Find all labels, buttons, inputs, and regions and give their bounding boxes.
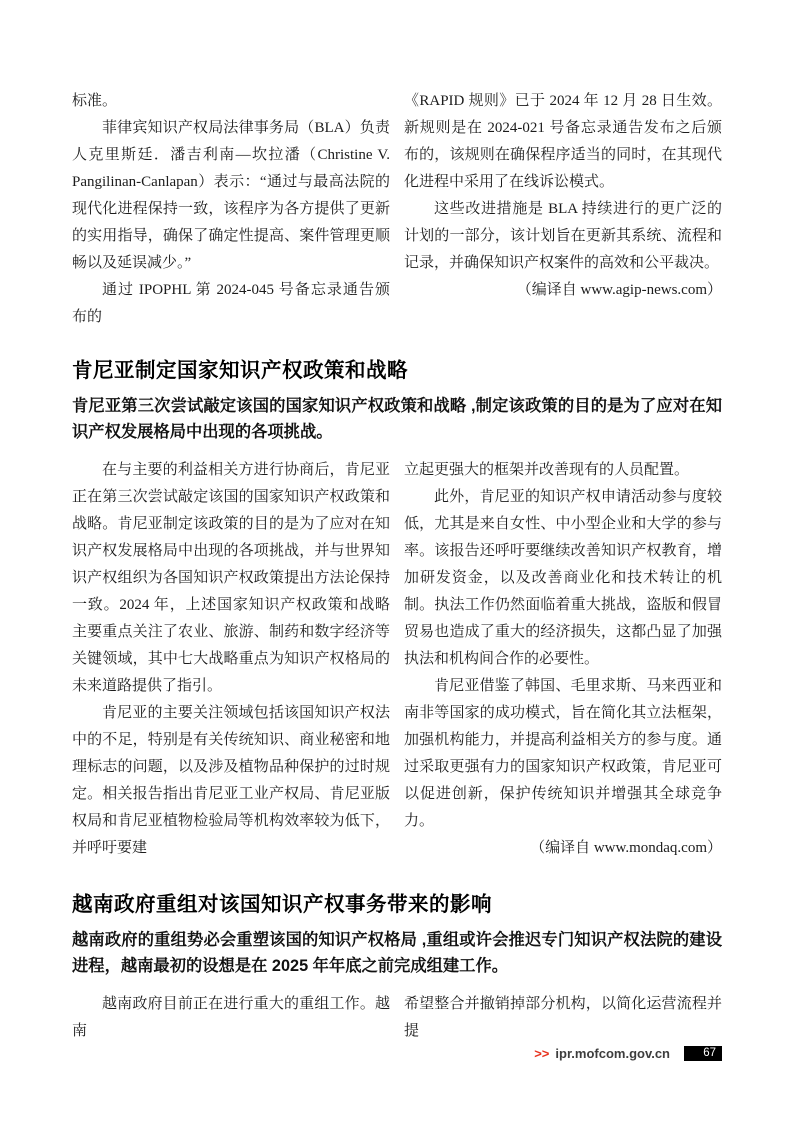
- source-attribution: （编译自 www.mondaq.com）: [530, 840, 722, 856]
- paragraph: 《RAPID 规则》已于 2024 年 12 月 28 日生效。新规则是在 2024-021 号备忘录通告发布之后颁布的，该规则在确保程序适当的同时，在其现代化进程中采用了在线诉讼模式。: [404, 93, 722, 190]
- top-article-left-column: [72, 88, 390, 331]
- footer-website-url: ipr.mofcom.gov.cn: [555, 1045, 670, 1061]
- top-article-columns: [72, 88, 722, 331]
- kenya-right-column: [404, 457, 722, 862]
- paragraph: 肯尼亚的主要关注领域包括该国知识产权法中的不足，特别是有关传统知识、商业秘密和地理标志的问题，以及涉及植物品种保护的过时规定。相关报告指出肯尼亚工业产权局、肯尼亚版权局和肯尼亚植物检验局等机构效率较为低下，并呼吁要建: [72, 705, 390, 856]
- paragraph: 越南政府目前正在进行重大的重组工作。越南: [72, 996, 390, 1039]
- paragraph: 在与主要的利益相关方进行协商后，肯尼亚正在第三次尝试敲定该国的国家知识产权政策和战略。肯尼亚制定该政策的目的是为了应对在知识产权发展格局中出现的各项挑战，并与世界知识产权组织为各国知识产权政策提出方法论保持一致。2024 年，上述国家知识产权政策和战略主要重点关注了农业、旅游、制药和数字经济等关键领域，其中七大战略重点为知识产权格局的未来道路提供了指引。: [72, 462, 390, 694]
- double-chevron-icon: >>: [534, 1045, 550, 1061]
- paragraph: 立起更强大的框架并改善现有的人员配置。: [404, 462, 690, 478]
- paragraph: 希望整合并撤销掉部分机构，以简化运营流程并提: [404, 996, 722, 1039]
- paragraph: 菲律宾知识产权局法律事务局（BLA）负责人克里斯廷．潘吉利南—坎拉潘（Christine V. Pangilinan-Canlapan）表示：“通过与最高法院的现代化进程保持一致，该程序为各方提供了更新的实用指导，确保了确定性提高、案件管理更顺畅以及延误减少。”: [72, 120, 390, 271]
- paragraph: 此外，肯尼亚的知识产权申请活动参与度较低，尤其是来自女性、中小型企业和大学的参与率。该报告还呼吁要继续改善知识产权教育，增加研发资金，以及改善商业化和技术转让的机制。执法工作仍然面临着重大挑战，盗版和假冒贸易也造成了重大的经济损失，这都凸显了加强执法和机构间合作的必要性。: [404, 489, 722, 667]
- paragraph: 通过 IPOPHL 第 2024-045 号备忘录通告颁布的: [72, 282, 390, 325]
- paragraph: 这些改进措施是 BLA 持续进行的更广泛的计划的一部分，该计划旨在更新其系统、流程和记录，并确保知识产权案件的高效和公平裁决。: [404, 201, 722, 271]
- kenya-article-subtitle: 肯尼亚第三次尝试敲定该国的国家知识产权政策和战略 ,制定该政策的目的是为了应对在知识产权发展格局中出现的各项挑战。: [72, 397, 722, 441]
- vietnam-article: [72, 890, 722, 1045]
- kenya-left-column: [72, 457, 390, 862]
- vietnam-article-subtitle: 越南政府的重组势必会重塑该国的知识产权格局 ,重组或许会推迟专门知识产权法院的建设进程，越南最初的设想是在 2025 年年底之前完成组建工作。: [72, 931, 722, 975]
- vietnam-left-column: [72, 991, 390, 1045]
- top-article-right-column: [404, 88, 722, 331]
- top-article-continuation: [72, 88, 722, 331]
- source-attribution: （编译自 www.agip-news.com）: [516, 282, 722, 298]
- vietnam-right-column: [404, 991, 722, 1045]
- page-footer: [534, 1044, 722, 1062]
- vietnam-article-title: 越南政府重组对该国知识产权事务带来的影响: [72, 893, 492, 916]
- paragraph: 肯尼亚借鉴了韩国、毛里求斯、马来西亚和南非等国家的成功模式，旨在简化其立法框架，加强机构能力，并提高利益相关方的参与度。通过采取更强有力的国家知识产权政策，肯尼亚可以促进创新，保护传统知识并增强其全球竞争力。: [404, 678, 722, 829]
- paragraph: 标准。: [72, 93, 118, 109]
- vietnam-article-columns: [72, 991, 722, 1045]
- kenya-article-title: 肯尼亚制定国家知识产权政策和战略: [72, 359, 408, 382]
- kenya-article-columns: [72, 457, 722, 862]
- kenya-article: [72, 356, 722, 862]
- page-number: 67: [684, 1046, 722, 1061]
